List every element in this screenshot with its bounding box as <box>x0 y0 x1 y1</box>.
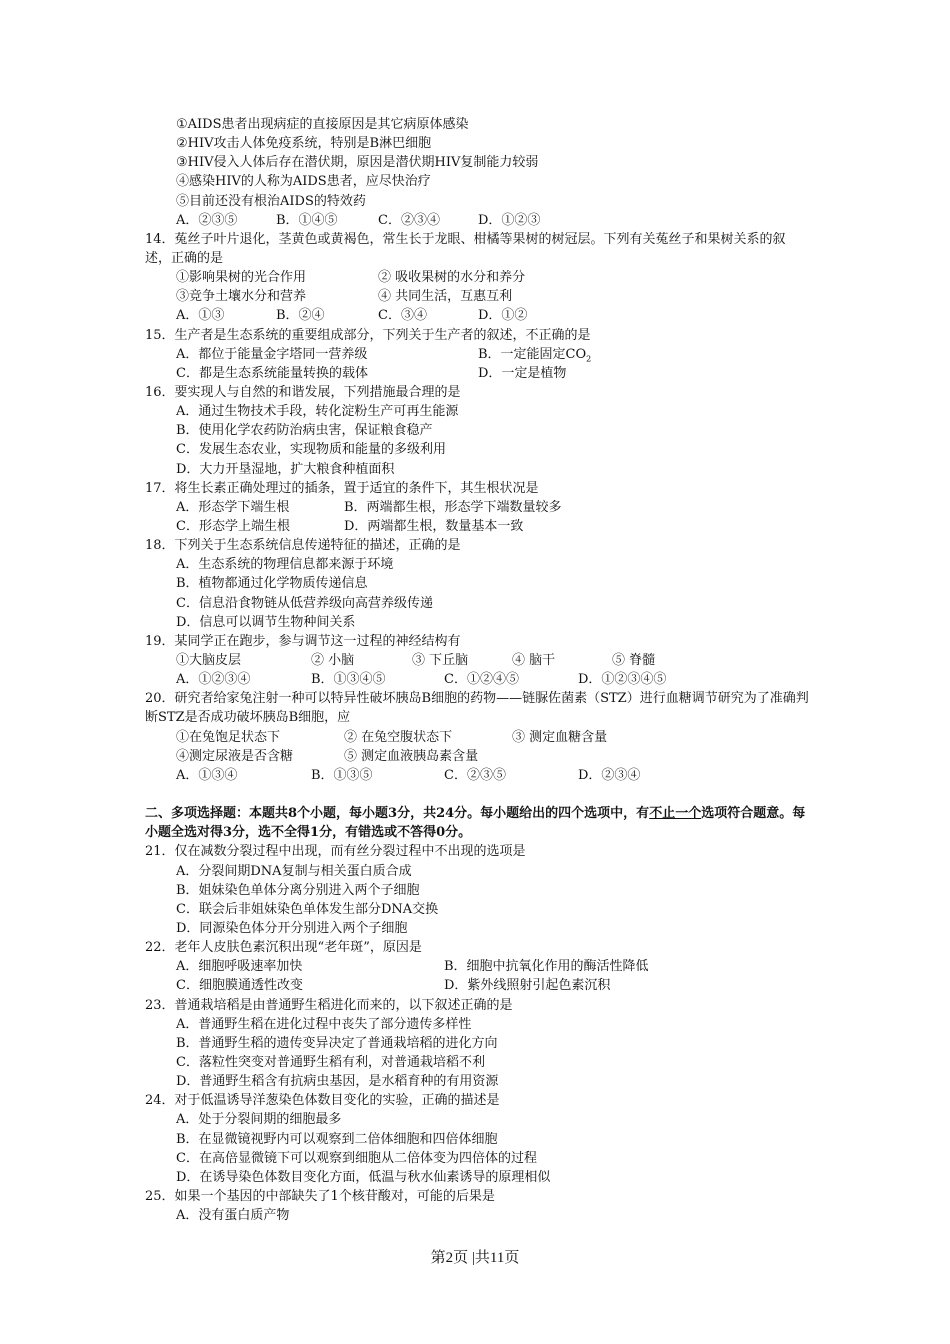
q20-item: ② 在兔空腹状态下 <box>344 729 453 745</box>
q19-item: ④ 脑干 <box>512 652 556 668</box>
option: D．①②③④⑤ <box>578 672 667 688</box>
option: B．植物都通过化学物质传递信息 <box>176 576 368 592</box>
option: A．①③④ <box>176 767 238 783</box>
option: B．①③⑤ <box>311 767 373 783</box>
section-heading-text: 选项符合题意。每小题全选对得3分，选不全得1分，有错选或不答得0分。 <box>145 806 806 841</box>
option: A．分裂间期DNA复制与相关蛋白质合成 <box>176 863 412 879</box>
option: C．②③④ <box>378 212 440 228</box>
option: A．生态系统的物理信息都来源于环境 <box>176 557 394 573</box>
option: B．②④ <box>276 308 325 324</box>
question-stem: 19．某同学正在跑步，参与调节这一过程的神经结构有 <box>145 633 461 649</box>
q19-item: ①大脑皮层 <box>176 652 242 668</box>
q13-options <box>0 211 950 230</box>
exam-page-content <box>0 115 950 1225</box>
question-stem: 22．老年人皮肤色素沉积出现“老年斑”，原因是 <box>145 940 422 956</box>
option: A．①③ <box>176 308 225 324</box>
option: D．紫外线照射引起色素沉积 <box>444 978 611 994</box>
option: B．两端都生根，形态学下端数量较多 <box>344 499 562 515</box>
question-stem: 24．对于低温诱导洋葱染色体数目变化的实验，正确的描述是 <box>145 1093 500 1109</box>
question-stem: 20．研究者给家兔注射一种可以特异性破坏胰岛B细胞的药物——链脲佐菌素（STZ）进行血糖调节研究为了准确判断STZ是否成功破坏胰岛B细胞，应 <box>145 691 809 726</box>
option: C．②③⑤ <box>444 767 506 783</box>
option: D．两端都生根，数量基本一致 <box>344 518 524 534</box>
option: C．①②④⑤ <box>444 672 519 688</box>
q20-item: ⑤ 测定血液胰岛素含量 <box>344 748 479 764</box>
q19-item: ⑤ 脊髓 <box>612 652 656 668</box>
q20-item: ③ 测定血糖含量 <box>512 729 608 745</box>
subscript: 2 <box>586 354 592 364</box>
option: C．信息沿食物链从低营养级向高营养级传递 <box>176 595 433 611</box>
q14-item: ③竞争土壤水分和营养 <box>176 289 307 305</box>
option: D．一定是植物 <box>478 365 567 381</box>
option: D．信息可以调节生物种间关系 <box>176 614 356 630</box>
option: D．普通野生稻含有抗病虫基因，是水稻育种的有用资源 <box>176 1074 499 1090</box>
option: C．③④ <box>378 308 427 324</box>
option: C．在高倍显微镜下可以观察到细胞从二倍体变为四倍体的过程 <box>176 1150 537 1166</box>
option: B．①④⑤ <box>276 212 338 228</box>
option: A．通过生物技术手段，转化淀粉生产可再生能源 <box>176 404 459 420</box>
option: C．细胞膜通透性改变 <box>176 978 303 994</box>
q20-item: ④测定尿液是否含糖 <box>176 748 294 764</box>
option: B．姐妹染色单体分离分别进入两个子细胞 <box>176 882 420 898</box>
option: A．形态学下端生根 <box>176 499 290 515</box>
q14-item: ② 吸收果树的水分和养分 <box>378 270 526 286</box>
option: D．大力开垦湿地，扩大粮食种植面积 <box>176 461 395 477</box>
option: D．②③④ <box>578 767 641 783</box>
option: A．①②③④ <box>176 672 251 688</box>
page-footer: 第2页 |共11页 <box>430 1250 520 1266</box>
option: C．落粒性突变对普通野生稻有利，对普通栽培稻不利 <box>176 1054 485 1070</box>
q13-item: ④感染HIV的人称为AIDS患者，应尽快治疗 <box>176 174 431 190</box>
option: B．①③④⑤ <box>311 672 386 688</box>
question-stem: 17．将生长素正确处理过的插条，置于适宜的条件下，其生根状况是 <box>145 480 539 496</box>
option: B．普通野生稻的遗传变异决定了普通栽培稻的进化方向 <box>176 1035 498 1051</box>
section-heading-text: 二、多项选择题：本题共8个小题，每小题3分，共24分。每小题给出的四个选项中，有 <box>145 806 650 822</box>
option-text: B．一定能固定CO <box>478 346 587 362</box>
option: D．在诱导染色体数目变化方面，低温与秋水仙素诱导的原理相似 <box>176 1169 551 1185</box>
option: C．都是生态系统能量转换的载体 <box>176 365 368 381</box>
option: B．细胞中抗氧化作用的酶活性降低 <box>444 959 649 975</box>
option: A．没有蛋白质产物 <box>176 1208 290 1224</box>
q14-item: ④ 共同生活，互惠互利 <box>378 289 513 305</box>
q20-item: ①在兔饱足状态下 <box>176 729 281 745</box>
question-stem: 15．生产者是生态系统的重要组成部分，下列关于生产者的叙述，不正确的是 <box>145 327 591 343</box>
option: A．处于分裂间期的细胞最多 <box>176 1112 342 1128</box>
option: A．普通野生稻在进化过程中丧失了部分遗传多样性 <box>176 1016 472 1032</box>
q13-item: ①AIDS患者出现病症的直接原因是其它病原体感染 <box>176 117 469 132</box>
option: B．在显微镜视野内可以观察到二倍体细胞和四倍体细胞 <box>176 1131 498 1147</box>
question-stem: 16．要实现人与自然的和谐发展，下列措施最合理的是 <box>145 385 461 400</box>
option: B．使用化学农药防治病虫害，保证粮食稳产 <box>176 423 433 439</box>
question-stem: 25．如果一个基因的中部缺失了1个核苷酸对，可能的后果是 <box>145 1188 495 1204</box>
q19-item: ② 小脑 <box>311 652 355 668</box>
section-heading-underlined: 不止一个 <box>649 806 702 822</box>
q19-item: ③ 下丘脑 <box>412 652 469 668</box>
option: D．①② <box>478 308 528 324</box>
q13-item: ⑤目前还没有根治AIDS的特效药 <box>176 193 366 209</box>
option: D．同源染色体分开分别进入两个子细胞 <box>176 921 408 936</box>
option: A．②③⑤ <box>176 212 238 228</box>
q14-item: ①影响果树的光合作用 <box>176 270 307 286</box>
option: A．细胞呼吸速率加快 <box>176 959 303 975</box>
question-stem: 23．普通栽培稻是由普通野生稻进化而来的，以下叙述正确的是 <box>145 997 513 1013</box>
option: C．发展生态农业，实现物质和能量的多级利用 <box>176 442 446 458</box>
question-stem: 18．下列关于生态系统信息传递特征的描述，正确的是 <box>145 538 461 554</box>
option: D．①②③ <box>478 212 541 228</box>
q13-item: ③HIV侵入人体后存在潜伏期，原因是潜伏期HIV复制能力较弱 <box>176 155 539 171</box>
question-stem: 21．仅在减数分裂过程中出现，而有丝分裂过程中不出现的选项是 <box>145 844 526 860</box>
option: C．联会后非姐妹染色单体发生部分DNA交换 <box>176 901 439 917</box>
option: C．形态学上端生根 <box>176 518 290 534</box>
question-stem: 14．菟丝子叶片退化，茎黄色或黄褐色，常生长于龙眼、柑橘等果树的树冠层。下列有关菟丝子和果树关系的叙述，正确的是 <box>145 231 786 266</box>
q13-item: ②HIV攻击人体免疫系统，特别是B淋巴细胞 <box>176 136 432 152</box>
section-heading <box>145 804 809 842</box>
option: A．都位于能量金字塔同一营养级 <box>176 346 368 362</box>
